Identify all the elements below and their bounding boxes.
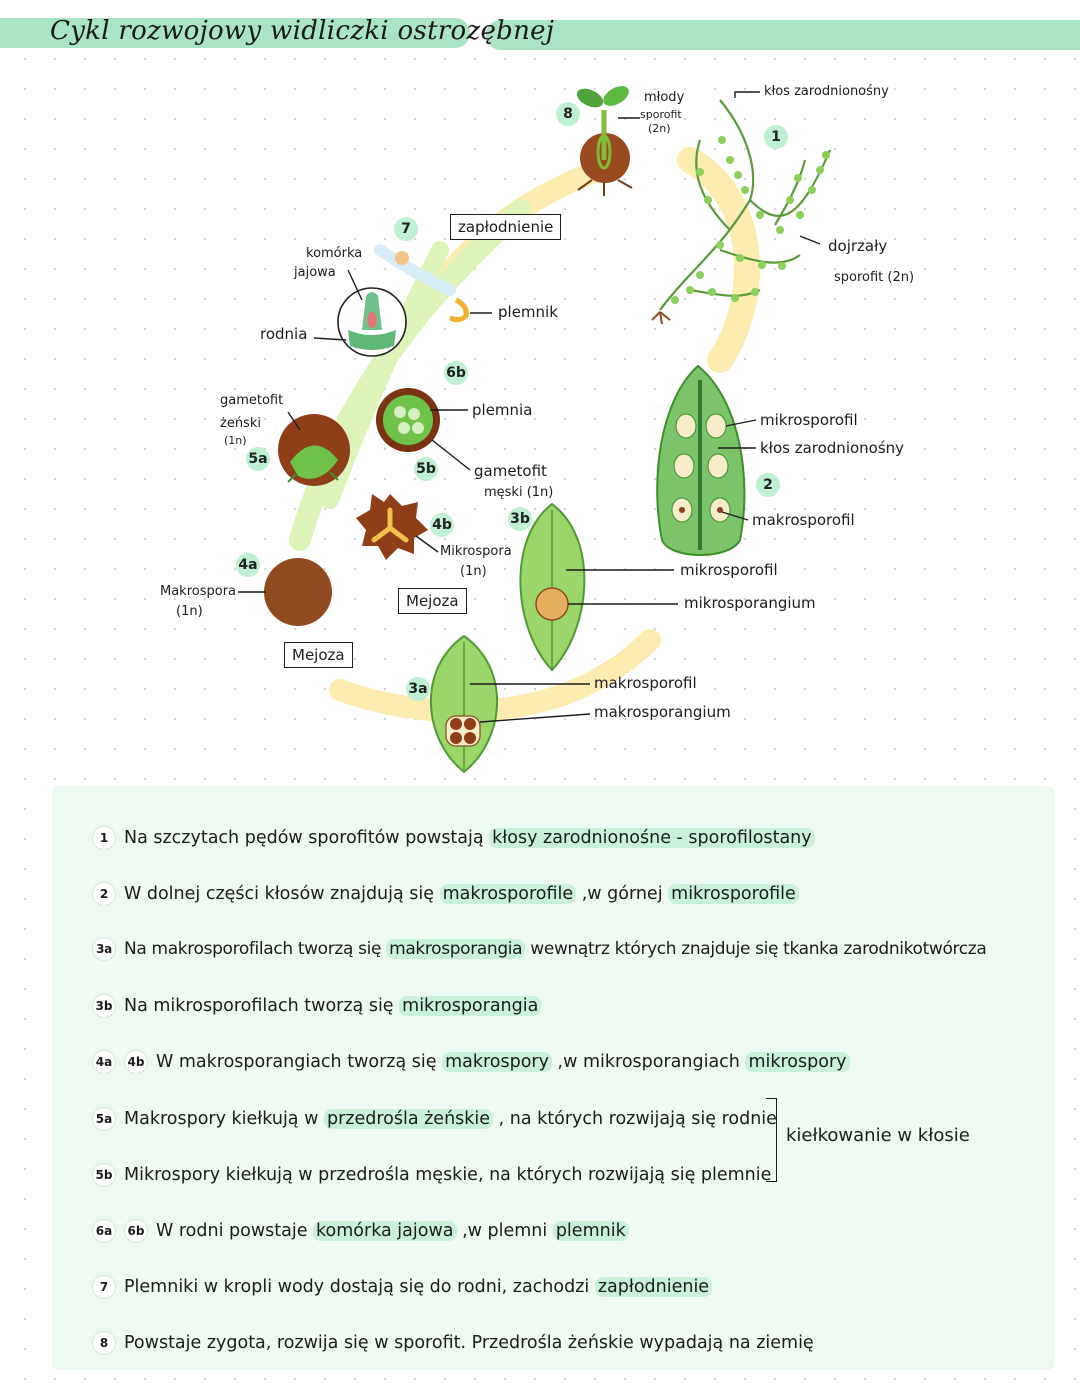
note-8 [92,1331,814,1355]
note-number: 2 [92,882,116,906]
note-number: 5a [92,1107,116,1131]
stage-number-3a: 3a [406,677,430,701]
note-text: Makrospory kiełkują w [124,1109,324,1129]
note-5a [92,1107,777,1131]
microspore-drawing [356,494,428,560]
note-number: 3a [92,937,116,961]
microsporophyll-drawing [520,504,584,670]
note-text: Na makrosporofilach tworzą się [124,939,387,959]
note-highlight: komórka jajowa [313,1221,456,1241]
label-mikrospora: Mikrospora [440,544,512,559]
label-klos-top: kłos zarodnionośny [764,84,889,99]
stage-number-5a: 5a [246,447,270,471]
note-number-2: 6b [124,1219,148,1243]
label-mlody-sporofit: sporofit [640,108,682,121]
label-mikrosporofil-strobilus: mikrosporofil [760,411,858,429]
label-mikrosporangium: mikrosporangium [684,594,816,612]
stage-number-8: 8 [556,102,580,126]
germination-label: kiełkowanie w kłosie [786,1125,970,1146]
label-mikrospora-ploidy: (1n) [460,564,487,579]
note-text: Powstaje zygota, rozwija się w sporofit. Przedrośla żeńskie wypadają na ziemię [124,1333,814,1353]
label-klos-strobilus: kłos zarodnionośny [760,439,905,457]
label-meski: męski (1n) [484,485,554,500]
label-makrospora-ploidy: (1n) [176,604,203,619]
note-highlight: plemnik [553,1221,629,1241]
note-text: W dolnej części kłosów znajdują się [124,884,440,904]
note-highlight: przedrośla żeńskie [324,1109,493,1129]
note-number: 4a [92,1050,116,1074]
page-title: Cykl rozwojowy widliczki ostrozębnej [50,16,555,46]
label-makrosporangium: makrosporangium [594,703,731,721]
note-4 [92,1050,850,1074]
note-text: wewnątrz których znajduje się tkanka zarodnikotwórcza [525,939,987,959]
note-text: , na których rozwijają się rodnie [493,1109,777,1129]
label-mikrosporofil-leaf: mikrosporofil [680,561,778,579]
note-number: 5b [92,1163,116,1187]
stage-number-6b: 6b [444,361,468,385]
label-zenski-ploidy: (1n) [224,434,247,447]
label-zenski: żeński [220,416,261,431]
note-5b [92,1163,771,1187]
macrosporophyll-drawing [431,636,497,772]
sporophyte-roots [652,312,670,324]
label-jajowa: jajowa [294,265,336,280]
note-text: Na szczytach pędów sporofitów powstają [124,828,490,848]
label-gametofit-zenski: gametofit [220,393,284,408]
archegonium-drawing [338,288,406,356]
note-3b [92,994,541,1018]
label-zaplodnienie: zapłodnienie [450,214,561,240]
note-number: 3b [92,994,116,1018]
note-text: ,w górnej [576,884,669,904]
note-6 [92,1219,629,1243]
note-number: 6a [92,1219,116,1243]
note-text: ,w plemni [456,1221,553,1241]
stage-number-3b: 3b [508,507,532,531]
stage-number-4a: 4a [236,553,260,577]
stage-number-7: 7 [394,217,418,241]
sperm-drawing [450,300,466,320]
germination-bracket [766,1098,777,1182]
label-rodnia: rodnia [260,325,308,343]
note-text: Na mikrosporofilach tworzą się [124,996,400,1016]
strobilus-drawing [657,366,744,555]
female-gametophyte-drawing [278,414,350,486]
note-number: 8 [92,1331,116,1355]
note-highlight: zapłodnienie [595,1277,712,1297]
note-highlight: mikrospory [745,1052,849,1072]
note-3a [92,937,986,961]
note-highlight: mikrosporangia [399,996,541,1016]
note-highlight: makrospory [442,1052,552,1072]
note-1 [92,826,815,850]
note-text: Mikrospory kiełkują w przedrośla męskie, na których rozwijają się plemnie [124,1165,772,1185]
label-gametofit-meski: gametofit [474,462,547,480]
sperm-moving-drawing [395,251,409,265]
label-mejoza-microspore: Mejoza [398,588,467,614]
note-number: 1 [92,826,116,850]
note-number: 7 [92,1275,116,1299]
macrospore-drawing [264,558,332,626]
antheridium-drawing [376,388,440,452]
note-number-2: 4b [124,1050,148,1074]
label-mlody: młody [644,90,685,105]
label-mejoza-macrospore: Mejoza [284,642,353,668]
label-plemnia: plemnia [472,401,533,419]
stage-number-2: 2 [756,473,780,497]
stage-number-1: 1 [764,125,788,149]
note-text: ,w mikrosporangiach [551,1052,746,1072]
note-7 [92,1275,712,1299]
stage-number-5b: 5b [414,457,438,481]
note-2 [92,882,799,906]
note-text: W makrosporangiach tworzą się [156,1052,443,1072]
note-highlight: mikrosporofile [668,884,799,904]
stage-number-4b: 4b [430,513,454,537]
label-komorka: komórka [306,246,363,261]
label-makrosporofil-leaf: makrosporofil [594,674,697,692]
note-highlight: kłosy zarodnionośne - sporofilostany [489,828,814,848]
label-dojrzaly-sporofit: sporofit (2n) [834,270,915,285]
note-highlight: makrosporangia [386,939,525,959]
note-text: Plemniki w kropli wody dostają się do rodni, zachodzi [124,1277,595,1297]
note-highlight: makrosporofile [440,884,577,904]
label-plemnik: plemnik [498,303,558,321]
label-dojrzaly: dojrzały [828,237,888,255]
label-mlody-ploidy: (2n) [648,122,671,135]
label-makrosporofil-strobilus: makrosporofil [752,511,855,529]
label-makrospora: Makrospora [160,584,237,599]
note-text: W rodni powstaje [156,1221,314,1241]
